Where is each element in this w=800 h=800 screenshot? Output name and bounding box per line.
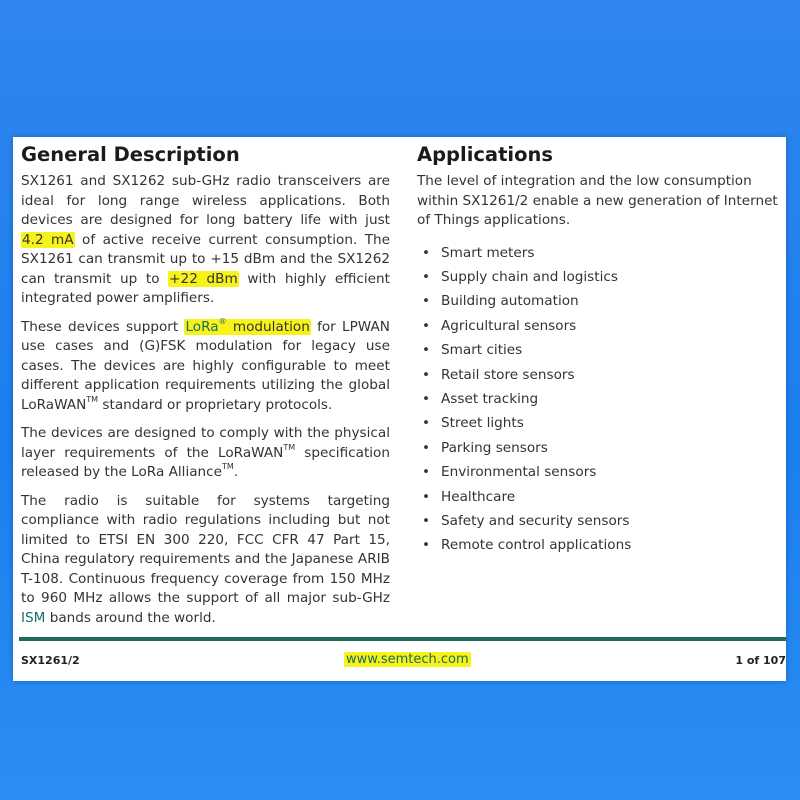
general-paragraph-2 [21,318,390,416]
bullet-icon: • [421,415,431,432]
list-item-label: Retail store sensors [441,366,575,383]
bullet-icon: • [421,317,431,334]
list-item-label: Street lights [441,415,524,432]
list-item [417,338,779,362]
text-run: bands around the world. [45,609,216,626]
list-item-label: Agricultural sensors [441,317,577,334]
list-item-label: Asset tracking [441,390,539,407]
list-item-label: Smart meters [441,244,535,261]
ism-link[interactable]: ISM [21,609,46,626]
bullet-icon: • [421,439,431,456]
page-footer [21,652,786,672]
lora-text: LoRa [185,318,219,335]
highlight-lora-modulation [184,316,310,335]
list-item-label: Safety and security sensors [441,512,630,529]
bullet-icon: • [421,293,431,310]
list-item [417,387,779,411]
general-paragraph-1 [21,172,390,309]
bullet-icon: • [421,390,431,407]
text-run: . [233,464,239,480]
text-run: of active receive current consumption. The SX1261 can transmit up to +15 dBm and the SX1262 can transmit up to [21,231,390,287]
bullet-icon: • [421,342,431,359]
datasheet-page [13,137,786,681]
list-item [417,241,779,265]
general-description-section [21,143,390,637]
text-run: The radio is suitable for systems targeting compliance with radio regulations including but not limited to ETSI EN 300 220, FCC CFR 47 Part 15, China regulatory requirements and the Japanese ARIB T-108. Continuous frequency coverage from 150 MHz to 960 MHz allows the support of all major sub-GHz [21,492,390,606]
list-item [417,509,779,533]
footer-model-number: SX1261/2 [21,654,80,667]
list-item [417,485,779,509]
list-item-label: Environmental sensors [441,464,597,481]
applications-list [417,241,779,558]
bullet-icon: • [421,366,431,383]
list-item-label: Building automation [441,293,579,310]
text-run: The devices are designed to comply with the physical layer requirements of the LoRaWAN [21,425,390,461]
list-item [417,411,779,435]
bullet-icon: • [421,244,431,261]
text-run: standard or proprietary protocols. [98,396,333,413]
applications-title: Applications [417,143,553,166]
footer-website-link[interactable]: www.semtech.com [346,652,469,667]
bullet-icon: • [421,537,431,554]
highlight-power: +22 dBm [169,270,238,287]
list-item [417,363,779,387]
list-item-label: Remote control applications [441,537,632,554]
bullet-icon: • [421,464,431,481]
footer-divider [19,637,786,641]
list-item-label: Supply chain and logistics [441,268,618,285]
text-run: with highly efficient integrated power amplifiers. [21,270,390,306]
trademark-mark: TM [86,394,99,404]
list-item-label: Parking sensors [441,439,548,456]
bullet-icon: • [421,512,431,529]
trademark-mark: TM [283,442,296,452]
list-item [417,265,779,289]
text-run: These devices support [21,318,185,335]
general-paragraph-3 [21,424,390,483]
bullet-icon: • [421,488,431,505]
applications-section [417,143,779,558]
footer-page-number: 1 of 107 [735,654,786,667]
list-item [417,460,779,484]
list-item [417,314,779,338]
text-run: SX1261 and SX1262 sub-GHz radio transceivers are ideal for long range wireless applications. Both devices are designed for long battery life with just [21,173,390,228]
highlight-current: 4.2 mA [22,231,74,248]
list-item-label: Smart cities [441,342,523,359]
list-item [417,436,779,460]
list-item-label: Healthcare [441,488,516,505]
general-description-title: General Description [21,143,240,166]
list-item [417,289,779,313]
text-run: specification released by the LoRa Alliance [21,444,390,480]
text-run: for LPWAN use cases and (G)FSK modulation for legacy use cases. The devices are highly configurable to meet different application requirements utilizing the global LoRaWAN [21,318,390,413]
bullet-icon: • [421,268,431,285]
trademark-mark: TM [222,462,234,472]
list-item [417,533,779,557]
modulation-text: modulation [226,318,310,335]
registered-mark: ® [218,316,227,326]
general-paragraph-4 [21,492,390,629]
applications-intro: The level of integration and the low consumption within SX1261/2 enable a new generation of Internet of Things applications. [417,173,778,228]
